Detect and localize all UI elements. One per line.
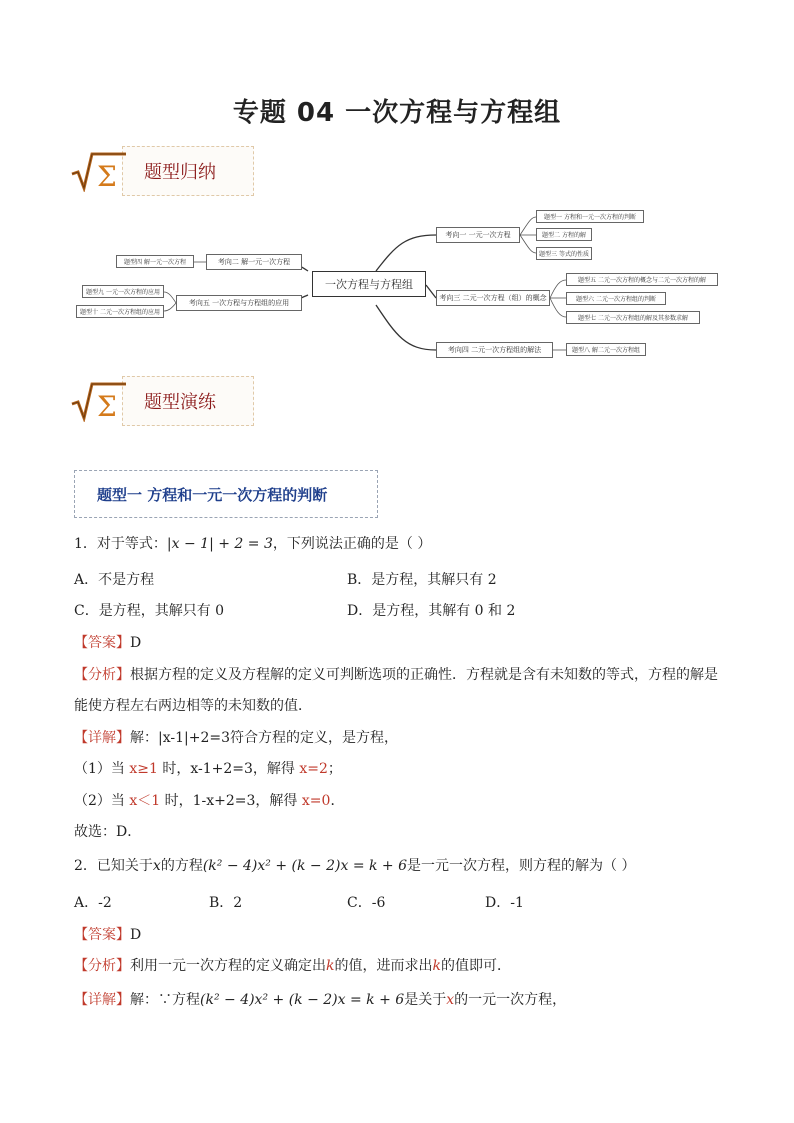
q1-answer — [74, 633, 141, 653]
answer-tag: 【答案】 — [74, 927, 130, 943]
mindmap-t3: 题型三 等式的性质 — [536, 247, 592, 260]
mindmap-kaoxiang1: 考向一 一元一次方程 — [436, 227, 520, 243]
q2-detail — [74, 990, 566, 1010]
page-title: 专题 04 一次方程与方程组 — [232, 98, 562, 128]
var-x: x — [152, 858, 161, 874]
svg-text:Σ: Σ — [97, 390, 117, 422]
q1-detail — [74, 728, 398, 748]
text: ． — [330, 793, 345, 809]
section-practice-label: 题型演练 — [144, 392, 216, 413]
section-summary-label: 题型归纳 — [144, 162, 216, 183]
analysis-text: 的值，进而求出 — [334, 958, 433, 974]
text: 时，1-x+2=3，解得 — [160, 793, 302, 809]
section-practice-header — [70, 376, 252, 426]
mindmap-t8: 题型八 解二元一次方程组 — [566, 343, 646, 356]
mindmap-t5: 题型五 二元一次方程的概念与二元一次方程的解 — [566, 273, 718, 286]
var-x: x — [446, 992, 455, 1008]
q2-option-b: B．2 — [209, 895, 243, 911]
q1-formula: |x − 1| + 2 = 3 — [166, 536, 273, 552]
type-heading-box — [74, 470, 378, 518]
section-summary-header — [70, 146, 252, 196]
q2-option-a: A．-2 — [74, 895, 112, 911]
mindmap-kaoxiang3: 考向三 二元一次方程（组）的概念 — [436, 290, 550, 306]
analysis-tag: 【分析】 — [74, 667, 130, 683]
q2-stem-mid: 的方程 — [160, 858, 203, 874]
var-k: k — [326, 958, 335, 974]
svg-text:Σ: Σ — [97, 160, 117, 192]
sqrt-sigma-icon — [70, 380, 128, 422]
analysis-tag: 【分析】 — [74, 958, 130, 974]
q1-detail-case2 — [74, 791, 344, 811]
result: x=2 — [299, 761, 328, 777]
q1-conclusion: 故选：D． — [74, 824, 142, 840]
q1-stem-pre: 1．对于等式： — [74, 536, 167, 552]
q1-option-c: C．是方程，其解只有 0 — [74, 603, 225, 619]
mindmap-t1: 题型一 方程和一元一次方程的判断 — [536, 210, 644, 223]
q2-analysis — [74, 956, 511, 976]
mindmap-kaoxiang5: 考向五 一次方程与方程组的应用 — [176, 295, 302, 311]
analysis-text: 利用一元一次方程的定义确定出 — [130, 958, 326, 974]
answer-tag: 【答案】 — [74, 635, 130, 651]
q2-stem-post: 是一元一次方程，则方程的解为（ ） — [407, 858, 636, 874]
detail-text: 的一元一次方程， — [454, 992, 567, 1008]
q1-detail-case1 — [74, 759, 342, 779]
q2-detail-formula: (k² − 4)x² + (k − 2)x = k + 6 — [200, 992, 405, 1008]
answer-value: D — [130, 635, 142, 651]
q1-option-a: A．不是方程 — [74, 572, 155, 588]
mindmap-t2: 题型二 方程的解 — [536, 228, 592, 241]
q2-option-d: D．-1 — [485, 895, 524, 911]
text: （1）当 — [74, 761, 130, 777]
text: （2）当 — [74, 793, 130, 809]
type-heading: 题型一 方程和一元一次方程的判断 — [97, 486, 328, 504]
q2-answer — [74, 925, 141, 945]
mindmap-t6: 题型六 二元一次方程组的判断 — [566, 292, 666, 305]
q2-option-c: C．-6 — [347, 895, 386, 911]
q2-formula: (k² − 4)x² + (k − 2)x = k + 6 — [202, 858, 408, 874]
mindmap-t7: 题型七 二元一次方程组的解及其参数求解 — [566, 311, 700, 324]
analysis-text: 根据方程的定义及方程解的定义可判断选项的正确性．方程就是含有未知数的等式，方程的解是 — [130, 667, 718, 683]
detail-text: 是关于 — [404, 992, 447, 1008]
q1-stem — [74, 534, 431, 554]
condition: x≥1 — [129, 761, 158, 777]
q1-analysis — [74, 665, 718, 685]
q1-option-d: D．是方程，其解有 0 和 2 — [347, 603, 516, 619]
condition: x＜1 — [129, 793, 161, 809]
mindmap-center: 一次方程与方程组 — [312, 271, 426, 297]
mindmap-kaoxiang4: 考向四 二元一次方程组的解法 — [436, 342, 553, 358]
text: 时，x-1+2=3，解得 — [157, 761, 300, 777]
q1-analysis-cont: 能使方程左右两边相等的未知数的值． — [74, 698, 312, 714]
q2-stem — [74, 856, 635, 876]
sqrt-sigma-icon — [70, 150, 128, 192]
analysis-text: 的值即可． — [440, 958, 511, 974]
var-k: k — [432, 958, 441, 974]
mindmap-t4: 题型四 解一元一次方程 — [116, 255, 194, 268]
detail-tag: 【详解】 — [74, 992, 130, 1008]
mindmap-kaoxiang2: 考向二 解一元一次方程 — [206, 254, 302, 270]
detail-text: 解：∵方程 — [130, 992, 200, 1008]
q2-stem-pre: 2．已知关于 — [74, 858, 153, 874]
q1-option-b: B．是方程，其解只有 2 — [347, 572, 497, 588]
detail-text: 解：|x-1|+2=3符合方程的定义，是方程， — [130, 730, 398, 746]
mindmap-t9: 题型九 一元一次方程的应用 — [82, 285, 164, 298]
mindmap-t10: 题型十 二元一次方程组的应用 — [76, 305, 164, 318]
answer-value: D — [130, 927, 142, 943]
text: ； — [327, 761, 342, 777]
q1-stem-post: ，下列说法正确的是（ ） — [272, 536, 432, 552]
detail-tag: 【详解】 — [74, 730, 130, 746]
mindmap — [76, 205, 726, 365]
result: x=0 — [301, 793, 331, 809]
